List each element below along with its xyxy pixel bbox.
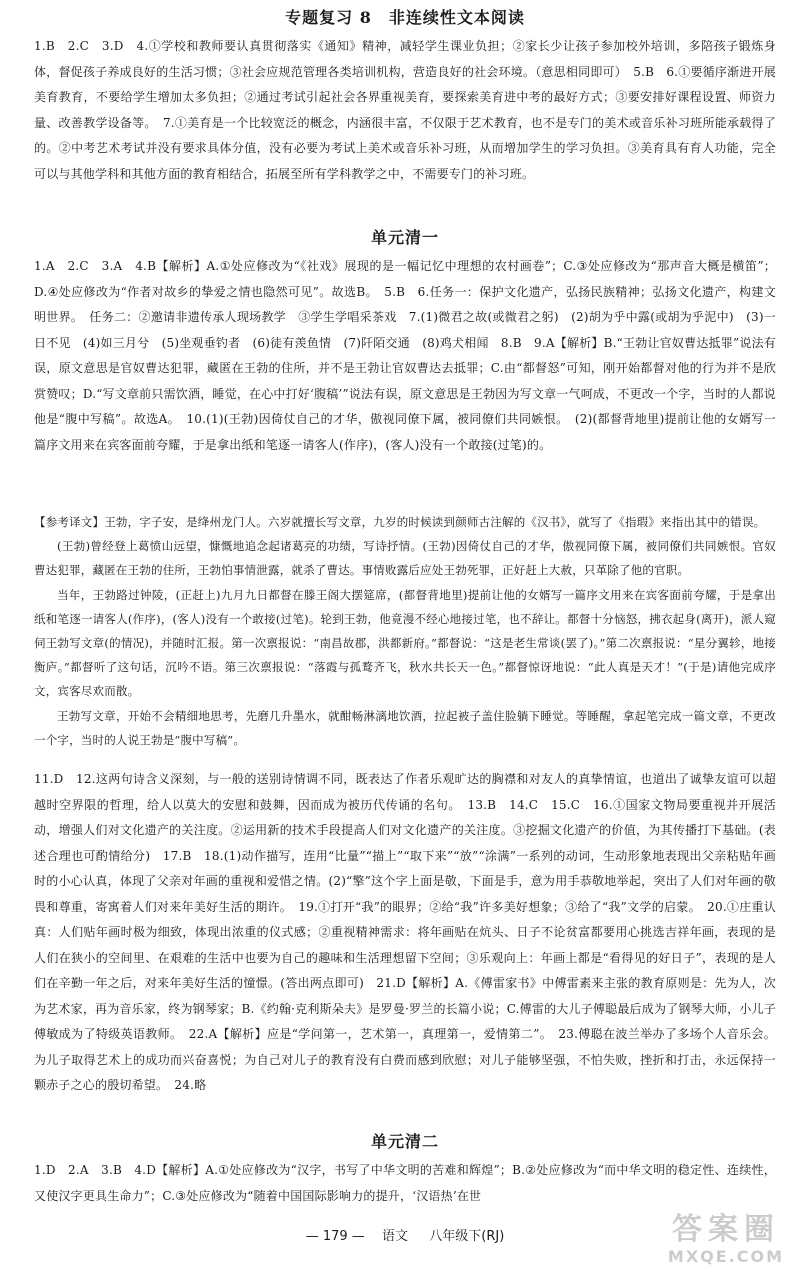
answers-unit-1-part-1: 1.A 2.C 3.A 4.B【解析】A.①处应修改为“《社戏》展现的是一幅记忆中理想的农村画卷”；C.③处应修改为“那声音大概是横笛”；D.④处应修改为“作者对故乡的挚爱之情也隐然可见”。故选B。 5.B 6.任务一：保护文化遗产，弘扬民族精神；弘扬文化遗产，构建文明世界。 任务二：②邀请非遗传承人现场教学 ③学生学唱采茶戏 7.(1)微君之故(或微君之躬) (2)胡为乎中露(或胡为乎泥中) (3)一日不见 (4)如三月兮 (5)坐观垂钓者 (6)徒有羡鱼情 (7)阡陌交通 (8)鸡犬相闻 8.B 9.A【解析】B.“王勃让官奴曹达抵罪”说法有误，原文意思是官奴曹达犯罪，藏匿在王勃的住所，并不是王勃让官奴曹达去抵罪；C.由“都督怒”可知，刚开始都督对他的行为并不是欣赏赞叹；D.“写文章前只需饮酒，睡觉，在心中打好‘腹稿’”说法有误，原文意思是王勃因为写文章一气呵成，不更改一个字，当时的人都说他是“腹中写稿”。故选A。 10.(1)(王勃)因倚仗自己的才华，傲视同僚下属，被同僚们共同嫉恨。 (2)(都督背地里)提前让他的女婿写一篇序文用来在宾客面前夸耀，于是拿出纸和笔逐一请客人(作序)，(客人)没有一个敢接(过笔)的。 [34, 259, 776, 452]
footer-grade: 八年级下(RJ) [429, 1229, 505, 1244]
section-title-unit-2: 单元清二 [370, 1132, 439, 1151]
page-number: 179 [322, 1229, 348, 1244]
footer-subject: 语文 [381, 1229, 408, 1244]
site-watermark [656, 1212, 796, 1272]
translation-paragraph: (王勃)曾经登上葛愤山远望，慷慨地追念起诸葛亮的功绩，写诗抒情。(王勃)因倚仗自己的才华，傲视同僚下属，被同僚们共同嫉恨。官奴曹达犯罪，藏匿在王勃的住所，王勃怕事情泄露，就杀了曹达。事情败露后应处王勃死罪，正好赶上大赦，只革除了他的官职。 [34, 539, 776, 578]
page-footer: — 179 — 语文 八年级下(RJ) [305, 1229, 505, 1244]
reference-translation [34, 510, 776, 752]
watermark-domain: MXQE.COM [667, 1247, 785, 1266]
answers-review-8: 1.B 2.C 3.D 4.①学校和教师要认真贯彻落实《通知》精神，减轻学生课业负担；②家长少让孩子参加校外培训，多陪孩子锻炼身体，督促孩子养成良好的生活习惯；③社会应规范管理各类培训机构，营造良好的社会环境。（意思相同即可） 5.B 6.①要循序渐进开展美育教育，不要给学生增加太多负担；②通过考试引起社会各界重视美育，要探索美育进中考的最好方式；③要安排好课程设置、师资力量、改善教学设备等。 7.①美育是一个比较宽泛的概念，内涵很丰富，不仅限于艺术教育，也不是专门的美术或音乐补习班所能承载得了的。②中考艺术考试并没有要求具体分值，没有必要为考试上美术或音乐补习班，从而增加学生的学习负担。③美育具有育人功能，完全可以与其他学科和其他方面的教育相结合，拓展至所有学科教学之中，不需要专门的补习班。 [34, 39, 776, 181]
answers-unit-1-part-2: 11.D 12.这两句诗含义深刻，与一般的送别诗情调不同，既表达了作者乐观旷达的胸襟和对友人的真挚情谊，也道出了诚挚友谊可以超越时空界限的哲理，给人以莫大的安慰和鼓舞，因而成为被历代传诵的名句。 13.B 14.C 15.C 16.①国家文物局要重视并开展活动，增强人们对文化遗产的关注度。②运用新的技术手段提高人们对文化遗产的关注度。③挖掘文化遗产的价值，为其传播打下基础。(表述合理也可酌情给分) 17.B 18.(1)动作描写，连用“比量”“描上”“取下来”“放”“涂满”一系列的动词，生动形象地表现出父亲粘贴年画时的小心认真，体现了父亲对年画的重视和爱惜之情。(2)“擎”这个字上面是敬，下面是手，意为用手恭敬地举起，突出了人们对年画的敬畏和尊重，寄寓着人们对来年美好生活的期许。 19.①打开“我”的眼界；②给“我”许多美好想象；③给了“我”文学的启蒙。 20.①庄重认真：人们贴年画时极为细致，体现出浓重的仪式感；②重视精神需求：将年画贴在炕头、日子不论贫富都要用心挑选吉祥年画，表现的是人们在狭小的空间里、在艰难的生活中也要为自己的趣味和生活理想留下空间；③乐观向上：年画上都是“看得见的好日子”，表现的是人们在辛勤一年之后，对来年美好生活的憧憬。(答出两点即可) 21.D【解析】A.《傅雷家书》中傅雷素来主张的教育原则是：先为人，次为艺术家，再为音乐家，终为钢琴家；B.《约翰·克利斯朵夫》是罗曼·罗兰的长篇小说；C.傅雷的大儿子傅聪最后成为了钢琴大师，小儿子傅敏成为了特级英语教师。 22.A【解析】应是“学问第一，艺术第一，真理第一，爱情第二”。 23.傅聪在波兰举办了多场个人音乐会。为儿子取得艺术上的成功而兴奋喜悦；为自己对儿子的教育没有白费而感到欣慰；对儿子能够坚强，不怕失败，挫折和打击，永远保持一颗赤子之心的殷切希望。 24.略 [34, 772, 776, 1092]
watermark-logo-text: 答案圈 [672, 1212, 780, 1247]
section-title-review-8: 专题复习 8 非连续性文本阅读 [285, 8, 525, 27]
translation-paragraph: 【参考译文】王勃，字子安，是绛州龙门人。六岁就擅长写文章，九岁的时候读到颜师古注解的《汉书》，就写了《指瑕》来指出其中的错误。 [34, 515, 766, 529]
translation-paragraph: 当年，王勃路过钟陵，(正赶上)九月九日都督在滕王阁大摆筵席，(都督背地里)提前让他的女婿写一篇序文用来在宾客面前夸耀，于是拿出纸和笔逐一请客人(作序)，(客人)没有一个敢接(过笔)。轮到王勃，他竟漫不经心地接过笔，也不辞让。都督十分恼怒，拂衣起身(离开)，派人窥伺王勃写文章(的情况)，并随时汇报。第一次禀报说：“南昌故郡，洪都新府。”都督说：“这是老生常谈(罢了)。”第二次禀报说：“星分翼轸，地接衡庐。”都督听了这句话，沉吟不语。第三次禀报说：“落霞与孤鹜齐飞，秋水共长天一色。”都督惊讶地说：“此人真是天才！”(于是)请他完成序文，宾客尽欢而散。 [34, 587, 776, 699]
answers-unit-2: 1.D 2.A 3.B 4.D【解析】A.①处应修改为“汉字，书写了中华文明的苦难和辉煌”；B.②处应修改为“而中华文明的稳定性、连续性，又使汉字更具生命力”；C.③处应修改为“随着中国国际影响力的提升，‘汉语热’在世 [34, 1163, 776, 1203]
translation-paragraph: 王勃写文章，开始不会精细地思考，先磨几升墨水，就酣畅淋漓地饮酒，拉起被子盖住脸躺下睡觉。等睡醒，拿起笔完成一篇文章，不更改一个字，当时的人说王勃是“腹中写稿”。 [34, 708, 776, 747]
section-title-unit-1: 单元清一 [370, 228, 439, 247]
